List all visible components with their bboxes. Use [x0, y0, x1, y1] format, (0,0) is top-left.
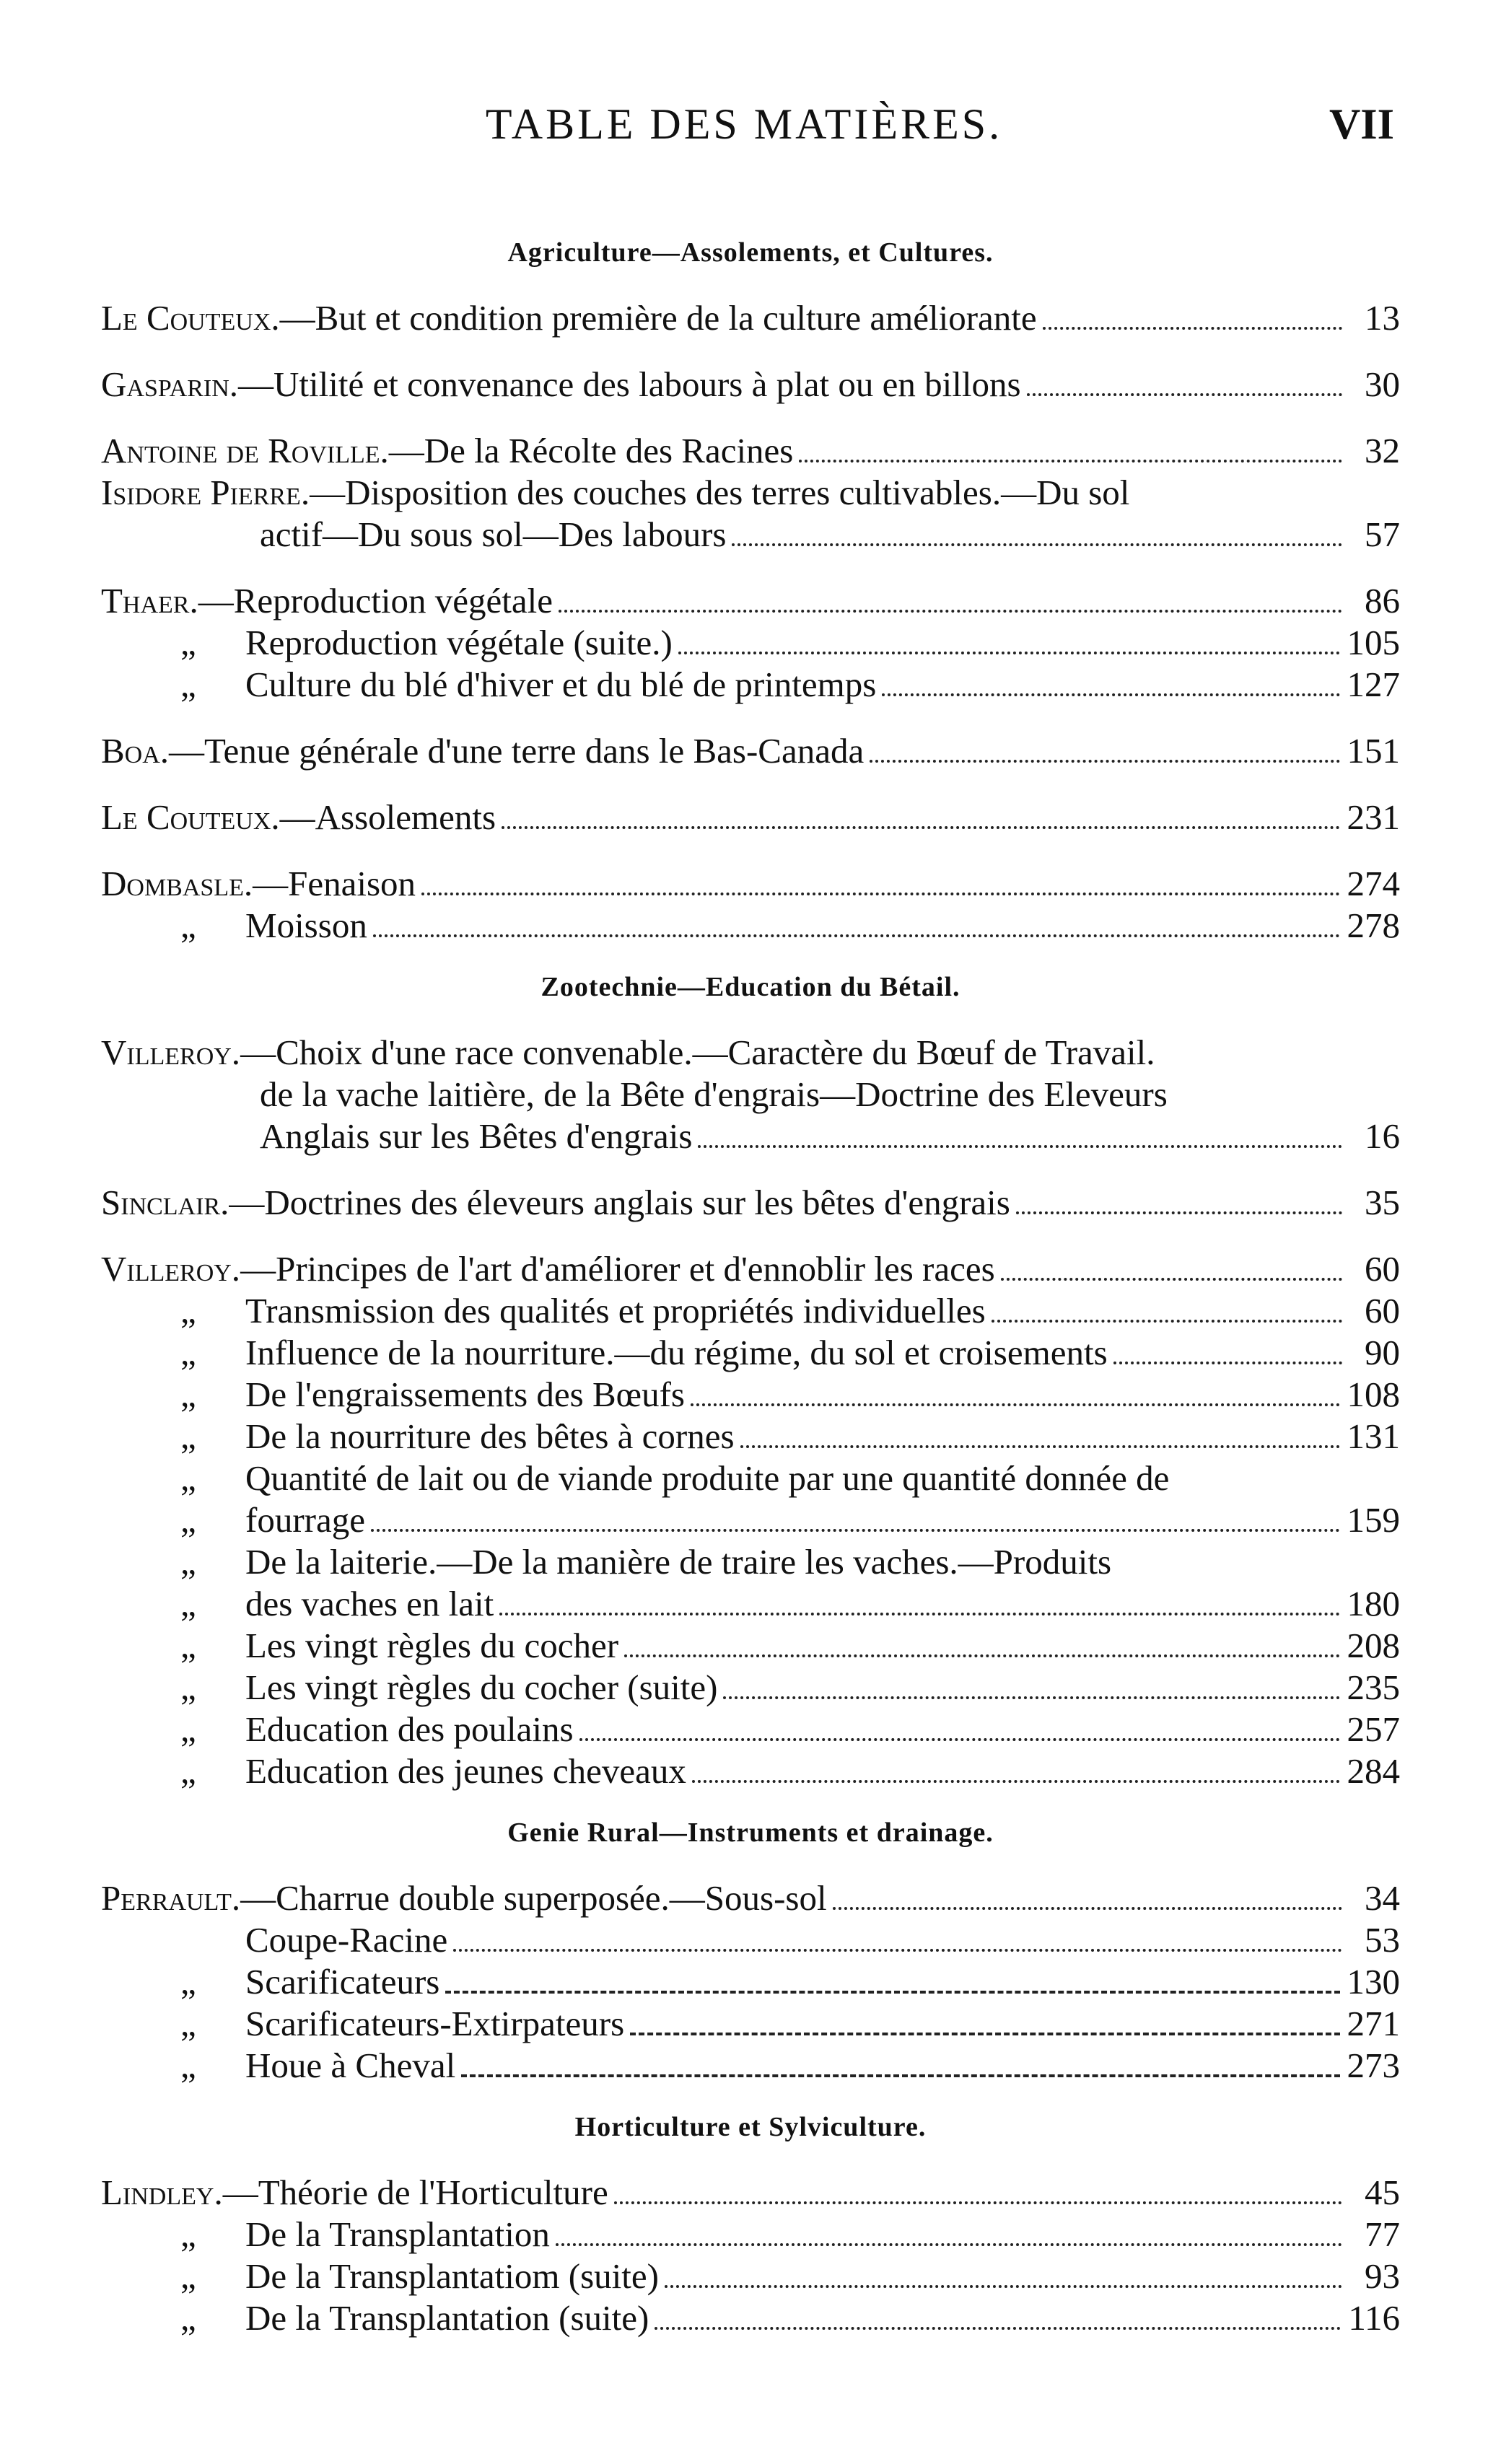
page-ref: 116 — [1348, 2298, 1400, 2338]
toc-line — [101, 472, 1400, 514]
page-ref: 30 — [1365, 364, 1400, 404]
ditto-mark: „ — [180, 1375, 196, 1414]
page-ref: 45 — [1365, 2173, 1400, 2212]
leader-dots — [371, 1529, 1340, 1532]
author-name: Lindley. — [101, 2173, 223, 2212]
toc-entry — [101, 730, 1400, 772]
entry-title: De la laiterie.—De la manière de traire les vaches.—Produits — [245, 1542, 1112, 1582]
leader-dots — [461, 2074, 1339, 2077]
entry-title: Les vingt règles du cocher (suite) — [245, 1667, 718, 1707]
toc-line — [101, 664, 1400, 706]
ditto-mark: „ — [180, 1751, 196, 1791]
entry-text — [101, 2172, 608, 2214]
leader-dots — [559, 610, 1342, 613]
page-title: TABLE DES MATIÈRES. — [485, 100, 1003, 148]
page-ref: 13 — [1365, 298, 1400, 338]
entry-text — [101, 364, 1021, 405]
entry-title: De la nourriture des bêtes à cornes — [245, 1416, 735, 1456]
entry-text — [245, 1583, 494, 1625]
toc-line — [101, 1499, 1400, 1541]
entry-text — [245, 1625, 618, 1667]
toc-line — [101, 430, 1400, 472]
entry-text — [245, 905, 367, 947]
leader-dots — [665, 2285, 1342, 2288]
entry-text — [245, 1541, 1111, 1583]
page-ref: 131 — [1347, 1416, 1400, 1456]
toc-line — [101, 905, 1400, 947]
entry-text — [101, 797, 496, 838]
entry-title: De la Transplantation (suite) — [245, 2298, 649, 2338]
page-ref: 77 — [1365, 2214, 1400, 2254]
author-name: Isidore Pierre. — [101, 473, 310, 512]
page-number: VII — [1329, 100, 1394, 148]
page-ref: 159 — [1347, 1500, 1400, 1540]
entry-text — [101, 472, 1129, 514]
section-heading: Horticulture et Sylviculture. — [574, 2112, 927, 2142]
page-ref: 105 — [1347, 623, 1400, 662]
leader-dots — [992, 1320, 1342, 1323]
section-heading: Agriculture—Assolements, et Cultures. — [507, 237, 994, 268]
ditto-mark: „ — [180, 1500, 196, 1540]
entry-title: De la Transplantatiom (suite) — [245, 2256, 659, 2296]
section-heading: Zootechnie—Education du Bétail. — [541, 972, 960, 1002]
entry-title: —But et condition première de la culture améliorante — [279, 298, 1037, 338]
leader-dots — [499, 1613, 1339, 1615]
leader-dots — [421, 893, 1339, 895]
entry-title: —Principes de l'art d'améliorer et d'ennoblir les races — [240, 1249, 995, 1289]
ditto-mark: „ — [180, 665, 196, 704]
page-ref: 273 — [1347, 2046, 1400, 2085]
leader-dots — [655, 2327, 1341, 2330]
entry-text — [101, 1182, 1010, 1224]
entry-title: —Tenue générale d'une terre dans le Bas-Canada — [169, 731, 865, 771]
toc-line — [101, 1416, 1400, 1457]
toc-entry — [101, 1248, 1400, 1792]
entry-title: —Théorie de l'Horticulture — [222, 2173, 608, 2212]
page-ref: 284 — [1347, 1751, 1400, 1791]
entry-text — [101, 1248, 995, 1290]
toc-line — [101, 1290, 1400, 1332]
entry-text — [101, 1074, 1168, 1115]
entry-text — [245, 2214, 550, 2255]
toc-line — [101, 1750, 1400, 1792]
toc-line — [101, 2255, 1400, 2297]
leader-dots — [833, 1907, 1342, 1910]
entry-title: de la vache laitière, de la Bête d'engrais—Doctrine des Eleveurs — [260, 1074, 1168, 1114]
ditto-mark: „ — [180, 1333, 196, 1372]
leader-dots — [1043, 327, 1342, 330]
ditto-mark: „ — [180, 2214, 196, 2254]
page-ref: 32 — [1365, 431, 1400, 470]
toc-line — [101, 1457, 1400, 1499]
toc-line — [101, 1032, 1400, 1074]
ditto-mark: „ — [180, 1626, 196, 1665]
toc-line — [101, 1667, 1400, 1709]
page-ref: 127 — [1347, 665, 1400, 704]
toc-line — [101, 514, 1400, 556]
ditto-mark: „ — [180, 1962, 196, 2002]
leader-dots — [870, 760, 1339, 763]
toc-line — [101, 863, 1400, 905]
page-ref: 93 — [1365, 2256, 1400, 2296]
ditto-mark: „ — [180, 2004, 196, 2043]
page-ref: 57 — [1365, 514, 1400, 554]
ditto-mark: „ — [180, 2298, 196, 2338]
leader-dots — [614, 2201, 1342, 2204]
page-ref: 231 — [1347, 797, 1400, 837]
author-name: Perrault. — [101, 1878, 241, 1918]
toc-line — [101, 730, 1400, 772]
page-header — [0, 100, 1488, 157]
entry-title: —Utilité et convenance des labours à plat ou en billons — [238, 364, 1021, 404]
toc-entry — [101, 2172, 1400, 2339]
entry-text — [101, 1877, 827, 1919]
page-ref: 34 — [1365, 1878, 1400, 1918]
entry-text — [245, 1499, 365, 1541]
leader-dots — [1113, 1362, 1342, 1364]
table-of-contents — [101, 216, 1400, 2364]
page-ref: 35 — [1365, 1183, 1400, 1222]
entry-text — [101, 1032, 1155, 1074]
toc-line — [101, 1541, 1400, 1583]
toc-entry — [101, 430, 1400, 556]
page-ref: 208 — [1347, 1626, 1400, 1665]
author-name: Le Couteux. — [101, 298, 280, 338]
toc-line — [101, 580, 1400, 622]
author-name: Le Couteux. — [101, 797, 280, 837]
ditto-mark: „ — [180, 1542, 196, 1582]
entry-text — [101, 730, 864, 772]
page-ref: 53 — [1365, 1920, 1400, 1960]
leader-dots — [723, 1696, 1339, 1699]
page-ref: 180 — [1347, 1584, 1400, 1623]
leader-dots — [556, 2243, 1342, 2246]
entry-text — [245, 2003, 624, 2045]
toc-line — [101, 1182, 1400, 1224]
page-ref: 60 — [1365, 1249, 1400, 1289]
entry-text — [245, 1919, 447, 1961]
author-name: Sinclair. — [101, 1183, 229, 1222]
entry-title: —Reproduction végétale — [198, 581, 553, 621]
ditto-mark: „ — [180, 1667, 196, 1707]
ditto-mark: „ — [180, 623, 196, 662]
leader-dots — [579, 1738, 1340, 1741]
toc-line — [101, 1248, 1400, 1290]
leader-dots — [732, 543, 1342, 546]
toc-entry — [101, 364, 1400, 405]
author-name: Gasparin. — [101, 364, 238, 404]
page-ref: 278 — [1347, 906, 1400, 945]
entry-title: Transmission des qualités et propriétés individuelles — [245, 1291, 986, 1330]
entry-text — [101, 1115, 692, 1157]
entry-title: —De la Récolte des Racines — [388, 431, 794, 470]
entry-title: Scarificateurs — [245, 1962, 440, 2002]
toc-line — [101, 1961, 1400, 2003]
entry-title: —Charrue double superposée.—Sous-sol — [240, 1878, 827, 1918]
entry-title: De la Transplantation — [245, 2214, 550, 2254]
toc-line — [101, 2003, 1400, 2045]
ditto-mark: „ — [180, 1709, 196, 1749]
entry-text — [245, 1667, 717, 1709]
toc-line — [101, 1877, 1400, 1919]
toc-line — [101, 2045, 1400, 2087]
entry-text — [245, 1290, 986, 1332]
author-name: Dombasle. — [101, 864, 253, 903]
leader-dots — [678, 652, 1340, 654]
leader-dots — [1016, 1211, 1342, 1214]
entry-title: —Doctrines des éleveurs anglais sur les bêtes d'engrais — [229, 1183, 1010, 1222]
entry-text — [245, 1961, 439, 2003]
leader-dots — [1001, 1278, 1342, 1281]
leader-dots — [698, 1145, 1342, 1148]
entry-title: Anglais sur les Bêtes d'engrais — [260, 1116, 693, 1156]
entry-text — [245, 2255, 659, 2297]
entry-text — [101, 430, 793, 472]
entry-text — [245, 1332, 1108, 1374]
toc-line — [101, 1919, 1400, 1961]
toc-line — [101, 1374, 1400, 1416]
entry-text — [245, 1750, 686, 1792]
entry-text — [245, 1457, 1169, 1499]
ditto-mark: „ — [180, 1291, 196, 1330]
toc-line — [101, 1332, 1400, 1374]
entry-text — [101, 580, 553, 622]
entry-title: De l'engraissements des Bœufs — [245, 1375, 685, 1414]
toc-line — [101, 1583, 1400, 1625]
page-ref: 257 — [1347, 1709, 1400, 1749]
toc-line — [101, 364, 1400, 405]
entry-title: Moisson — [245, 906, 367, 945]
ditto-mark: „ — [180, 2046, 196, 2085]
entry-title: —Assolements — [279, 797, 496, 837]
toc-line — [101, 297, 1400, 339]
entry-title: Education des poulains — [245, 1709, 574, 1749]
leader-dots — [740, 1445, 1340, 1448]
entry-title: —Disposition des couches des terres cultivables.—Du sol — [310, 473, 1130, 512]
toc-entry — [101, 297, 1400, 339]
entry-title: Education des jeunes cheveaux — [245, 1751, 686, 1791]
ditto-mark: „ — [180, 1584, 196, 1623]
ditto-mark: „ — [180, 906, 196, 945]
toc-line — [101, 622, 1400, 664]
page-ref: 235 — [1347, 1667, 1400, 1707]
leader-dots — [453, 1949, 1342, 1952]
entry-text — [245, 1709, 574, 1750]
ditto-mark: „ — [180, 1416, 196, 1456]
toc-line — [101, 2297, 1400, 2339]
toc-entry — [101, 797, 1400, 838]
page-ref: 86 — [1365, 581, 1400, 621]
leader-dots — [624, 1654, 1339, 1657]
toc-line — [101, 2172, 1400, 2214]
toc-entry — [101, 863, 1400, 947]
entry-text — [245, 2045, 455, 2087]
toc-line — [101, 2214, 1400, 2255]
page-ref: 108 — [1347, 1375, 1400, 1414]
entry-title: fourrage — [245, 1500, 365, 1540]
toc-entry — [101, 580, 1400, 706]
section-heading: Genie Rural—Instruments et drainage. — [507, 1818, 994, 1848]
page-ref: 151 — [1347, 731, 1400, 771]
author-name: Villeroy. — [101, 1249, 241, 1289]
toc-line — [101, 1709, 1400, 1750]
entry-title: —Choix d'une race convenable.—Caractère du Bœuf de Travail. — [240, 1032, 1155, 1072]
leader-dots — [692, 1780, 1340, 1783]
toc-entry — [101, 1032, 1400, 1157]
entry-title: Coupe-Racine — [245, 1920, 448, 1960]
leader-dots — [691, 1403, 1340, 1406]
ditto-mark: „ — [180, 2256, 196, 2296]
entry-text — [245, 664, 876, 706]
author-name: Villeroy. — [101, 1032, 241, 1072]
leader-dots — [799, 460, 1342, 462]
page-ref: 271 — [1347, 2004, 1400, 2043]
entry-title: Houe à Cheval — [245, 2046, 456, 2085]
entry-title: Les vingt règles du cocher — [245, 1626, 619, 1665]
entry-title: Influence de la nourriture.—du régime, du sol et croisements — [245, 1333, 1108, 1372]
leader-dots — [502, 826, 1339, 829]
author-name: Thaer. — [101, 581, 198, 621]
entry-title: Reproduction végétale (suite.) — [245, 623, 673, 662]
leader-dots — [373, 934, 1340, 937]
entry-text — [245, 622, 673, 664]
author-name: Antoine de Roville. — [101, 431, 389, 470]
entry-text — [101, 514, 726, 556]
page-ref: 60 — [1365, 1291, 1400, 1330]
entry-title: Scarificateurs-Extirpateurs — [245, 2004, 625, 2043]
entry-title: des vaches en lait — [245, 1584, 494, 1623]
toc-entry — [101, 1877, 1400, 2087]
author-name: Boa. — [101, 731, 170, 771]
entry-text — [245, 1374, 685, 1416]
leader-dots — [630, 2033, 1339, 2035]
entry-title: actif—Du sous sol—Des labours — [260, 514, 727, 554]
entry-text — [101, 863, 416, 905]
ditto-mark: „ — [180, 1458, 196, 1498]
leader-dots — [445, 1991, 1339, 1994]
toc-line — [101, 1115, 1400, 1157]
page-ref: 90 — [1365, 1333, 1400, 1372]
entry-text — [101, 297, 1037, 339]
toc-line — [101, 797, 1400, 838]
entry-text — [245, 2297, 649, 2339]
leader-dots — [882, 693, 1339, 696]
entry-title: Culture du blé d'hiver et du blé de printemps — [245, 665, 877, 704]
page-ref: 130 — [1347, 1962, 1400, 2002]
entry-title: Quantité de lait ou de viande produite par une quantité donnée de — [245, 1458, 1170, 1498]
toc-line — [101, 1074, 1400, 1115]
leader-dots — [1027, 393, 1342, 396]
toc-line — [101, 1625, 1400, 1667]
entry-title: —Fenaison — [253, 864, 416, 903]
page-ref: 16 — [1365, 1116, 1400, 1156]
page-ref: 274 — [1347, 864, 1400, 903]
entry-text — [245, 1416, 735, 1457]
toc-entry — [101, 1182, 1400, 1224]
